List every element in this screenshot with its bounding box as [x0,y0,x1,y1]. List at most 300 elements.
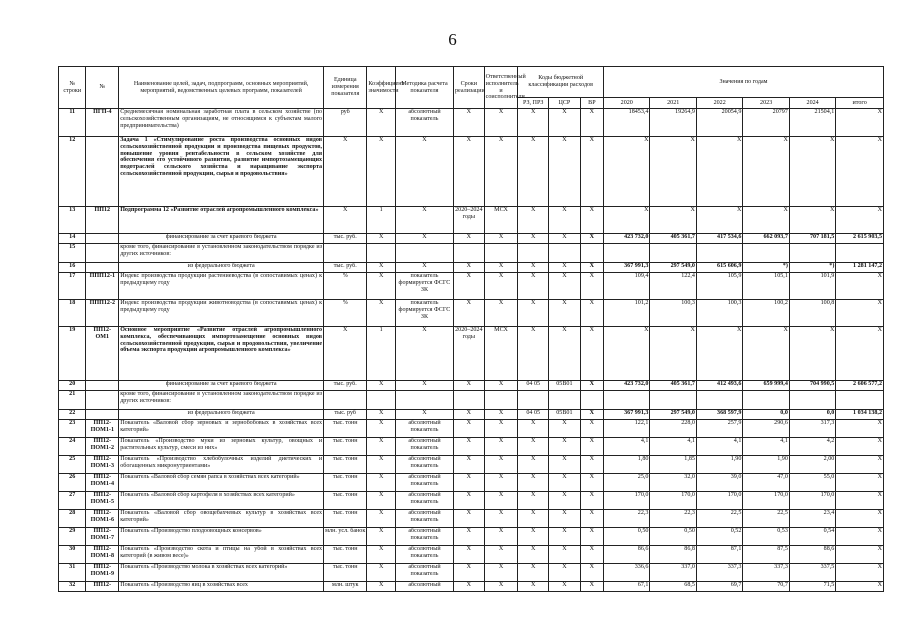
row-code: ПП12-ПОМ1-3 [86,456,119,474]
row-vr: X [580,582,603,592]
row-value-2022: 257,9 [696,420,742,438]
row-value-2024 [789,244,835,263]
row-number: 14 [59,234,86,244]
row-value-2024: 704 990,5 [789,381,835,391]
row-code: ПГП-4 [86,109,119,137]
header-csr: ЦСР [549,98,581,109]
row-value-2021: 4,1 [650,438,696,456]
row-coefficient: 1 [367,327,396,381]
row-csr: 05В01 [549,381,581,391]
row-method: абсолютный показатель [395,109,453,137]
row-responsible: X [484,474,518,492]
row-vr: X [580,137,603,207]
row-vr: X [580,546,603,564]
row-value-2020 [604,244,650,263]
row-coefficient: X [367,528,396,546]
row-unit: X [324,327,367,381]
row-vr: X [580,456,603,474]
row-responsible: X [484,234,518,244]
table-row [59,234,884,244]
row-responsible [484,391,518,410]
row-number: 26 [59,474,86,492]
table-row [59,420,884,438]
header-unit: Единица измерения показателя [324,67,367,109]
row-method [395,244,453,263]
row-code: ПП12-ПОМ1-8 [86,546,119,564]
row-method: абсолютный показатель [395,546,453,564]
row-responsible: X [484,546,518,564]
table-row [59,391,884,410]
row-value-2023: 4,1 [743,438,789,456]
row-responsible [484,244,518,263]
table-row [59,582,884,592]
row-responsible: X [484,564,518,582]
row-value-2020: 101,2 [604,300,650,327]
row-total: X [836,564,884,582]
row-unit: тыс. тонн [324,564,367,582]
row-coefficient [367,391,396,410]
row-value-2024: X [789,207,835,234]
row-value-2022: X [696,327,742,381]
table-row [59,137,884,207]
row-vr: X [580,300,603,327]
table-body [59,109,884,592]
row-value-2024: *) [789,263,835,273]
row-number: 30 [59,546,86,564]
row-name: Показатель «Производство плодоовощных консервов» [119,528,324,546]
row-name: Индекс производства продукции растениеводства (в сопоставимых ценах) к предыдущему году [119,273,324,300]
row-value-2020: 423 732,0 [604,234,650,244]
row-value-2021: 0,50 [650,528,696,546]
row-code [86,137,119,207]
row-rz: 04 05 [518,410,549,420]
row-number: 17 [59,273,86,300]
row-name: Индекс производства продукции животноводства (в сопоставимых ценах) к предыдущему году [119,300,324,327]
row-method: абсолютный показатель [395,456,453,474]
row-coefficient: X [367,234,396,244]
row-vr [580,391,603,410]
row-unit: % [324,273,367,300]
row-value-2023: 0,0 [743,410,789,420]
row-value-2020: 170,0 [604,492,650,510]
row-value-2024: X [789,327,835,381]
row-unit: тыс. тонн [324,474,367,492]
row-name: финансирование за счет краевого бюджета [119,381,324,391]
row-number: 23 [59,420,86,438]
row-name: Показатель «Производство яиц в хозяйствах всех [119,582,324,592]
row-total: X [836,137,884,207]
row-value-2023: 170,0 [743,492,789,510]
row-name: Основное мероприятие «Развитие отраслей агропромышленного комплекса, обеспечивающих импортозамещение основных видов сельскохозяйственной продукции, сырья и продовольствия, увеличение объема экспорта продукции агропромышленного комплекса» [119,327,324,381]
row-value-2020: X [604,207,650,234]
row-value-2020: X [604,137,650,207]
row-vr: X [580,564,603,582]
row-value-2024: 2,00 [789,456,835,474]
row-value-2020: 22,3 [604,510,650,528]
row-unit [324,244,367,263]
row-term: X [454,410,485,420]
row-responsible: МСХ [484,207,518,234]
header-year-2023: 2023 [743,98,789,109]
row-rz: X [518,456,549,474]
row-unit: тыс. тонн [324,510,367,528]
row-term: X [454,474,485,492]
row-value-2021: 100,3 [650,300,696,327]
row-csr: X [549,137,581,207]
header-row-number: № строки [59,67,86,109]
row-term: X [454,582,485,592]
table-row [59,492,884,510]
row-term: X [454,273,485,300]
row-rz: X [518,492,549,510]
row-unit: руб [324,109,367,137]
row-unit: млн. усл. банок [324,528,367,546]
row-value-2020: 109,4 [604,273,650,300]
row-rz: X [518,263,549,273]
row-rz: X [518,137,549,207]
row-value-2022: 69,7 [696,582,742,592]
row-value-2021: 297 549,0 [650,410,696,420]
row-total: X [836,438,884,456]
row-method: X [395,137,453,207]
row-term: X [454,438,485,456]
row-coefficient: X [367,510,396,528]
row-number: 28 [59,510,86,528]
row-term: 2020–2024 годы [454,327,485,381]
row-value-2021 [650,391,696,410]
header-year-2022: 2022 [696,98,742,109]
row-value-2022: X [696,137,742,207]
table-row [59,207,884,234]
row-value-2022: 170,0 [696,492,742,510]
row-value-2021: 405 361,7 [650,234,696,244]
row-vr: X [580,381,603,391]
row-number: 32 [59,582,86,592]
row-vr: X [580,327,603,381]
row-value-2021: 122,4 [650,273,696,300]
header-coefficient: Коэффициент значимости [367,67,396,109]
row-value-2024: 0,54 [789,528,835,546]
row-vr: X [580,273,603,300]
row-value-2024: 55,0 [789,474,835,492]
row-value-2022: 39,0 [696,474,742,492]
row-number: 27 [59,492,86,510]
row-vr [580,244,603,263]
row-term: X [454,234,485,244]
row-value-2022: 337,3 [696,564,742,582]
row-csr: X [549,528,581,546]
row-vr: X [580,492,603,510]
row-total: X [836,420,884,438]
row-unit: тыс. тонн [324,546,367,564]
row-coefficient: X [367,582,396,592]
row-rz: X [518,438,549,456]
row-name: Показатель «Производство скота и птицы на убой в хозяйствах всех категорий (в живом весе)» [119,546,324,564]
row-vr: X [580,438,603,456]
row-total: X [836,474,884,492]
row-term: X [454,420,485,438]
header-total: итого [836,98,884,109]
header-responsible: Ответственный исполнитель и соисполнители [484,67,518,109]
row-value-2023: 105,1 [743,273,789,300]
row-total: X [836,510,884,528]
header-values: Значения по годам [604,67,884,98]
row-value-2021: 86,8 [650,546,696,564]
row-coefficient: X [367,300,396,327]
row-name: Показатель «Валовой сбор семян рапса в хозяйствах всех категорий» [119,474,324,492]
row-number: 18 [59,300,86,327]
row-vr: X [580,207,603,234]
row-rz: X [518,564,549,582]
row-term: 2020–2024 годы [454,207,485,234]
row-rz: X [518,510,549,528]
row-rz: X [518,109,549,137]
row-name: из федерального бюджета [119,263,324,273]
row-responsible: X [484,300,518,327]
row-number: 29 [59,528,86,546]
header-name: Наименование целей, задач, подпрограмм, основных мероприятий, мероприятий, ведомственных целевых программ, показателей [119,67,324,109]
row-code: ПП12 [86,207,119,234]
row-vr: X [580,420,603,438]
row-number: 13 [59,207,86,234]
row-name: кроме того, финансирование в установленном законодательством порядке из других источников: [119,244,324,263]
row-name: Показатель «Валовой сбор зерновых и зернобобовых в хозяйствах всех категорий» [119,420,324,438]
row-name: кроме того, финансирование в установленном законодательством порядке из других источников: [119,391,324,410]
row-value-2023 [743,244,789,263]
row-value-2022 [696,244,742,263]
row-unit: % [324,300,367,327]
row-method: X [395,410,453,420]
table-row [59,410,884,420]
row-vr: X [580,109,603,137]
row-total: X [836,582,884,592]
row-responsible: X [484,420,518,438]
row-value-2023: 1,90 [743,456,789,474]
row-value-2023: 0,53 [743,528,789,546]
row-value-2022: 0,52 [696,528,742,546]
row-term [454,244,485,263]
row-csr: X [549,510,581,528]
row-value-2022: 1,90 [696,456,742,474]
row-vr: X [580,510,603,528]
row-coefficient: X [367,474,396,492]
row-code: ПП12-ОМ1 [86,327,119,381]
row-value-2021: X [650,137,696,207]
row-value-2022 [696,391,742,410]
header-budget-codes: Коды бюджетной классификации расходов [518,67,604,98]
row-code: ПП12-ПОМ1-9 [86,564,119,582]
row-coefficient: X [367,263,396,273]
row-value-2022: 87,1 [696,546,742,564]
row-responsible: X [484,528,518,546]
row-responsible: X [484,510,518,528]
row-method: абсолютный показатель [395,528,453,546]
row-responsible: X [484,492,518,510]
header-vr: ВР [580,98,603,109]
row-responsible: X [484,273,518,300]
row-csr: X [549,300,581,327]
row-rz: X [518,528,549,546]
row-value-2020: 367 991,3 [604,410,650,420]
row-number: 19 [59,327,86,381]
row-value-2024: 21504,1 [789,109,835,137]
row-csr: X [549,109,581,137]
row-name: Задача 1 «Стимулирование роста производства основных видов сельскохозяйственной продукции и производства пищевых продуктов, повышение уровня рентабельности в сельском хозяйстве для обеспечения его устойчивого развития, развитие импортозамещающих подотраслей сельского хозяйства и наращивание экспорта сельскохозяйственной продукции, сырья и продовольствия» [119,137,324,207]
row-responsible: X [484,381,518,391]
row-vr: X [580,528,603,546]
row-csr: X [549,273,581,300]
row-total: X [836,492,884,510]
row-method: абсолютный показатель [395,438,453,456]
row-csr [549,391,581,410]
row-number: 16 [59,263,86,273]
row-method: X [395,207,453,234]
row-coefficient: X [367,546,396,564]
table-row [59,327,884,381]
row-responsible: X [484,438,518,456]
row-code [86,410,119,420]
row-term: X [454,456,485,474]
row-rz: X [518,582,549,592]
row-responsible: X [484,582,518,592]
row-rz [518,391,549,410]
row-unit: X [324,137,367,207]
row-term: X [454,137,485,207]
row-total [836,244,884,263]
row-rz: X [518,327,549,381]
row-code [86,244,119,263]
row-number: 11 [59,109,86,137]
row-rz: X [518,207,549,234]
row-coefficient: X [367,456,396,474]
row-number: 25 [59,456,86,474]
row-code [86,381,119,391]
row-csr: X [549,546,581,564]
row-responsible: X [484,137,518,207]
row-term: X [454,528,485,546]
row-term: X [454,263,485,273]
row-code: ПП12-ПОМ1-6 [86,510,119,528]
table-row [59,273,884,300]
row-total: 1 281 147,2 [836,263,884,273]
row-coefficient: 1 [367,207,396,234]
table-row [59,109,884,137]
row-value-2024: 23,4 [789,510,835,528]
row-value-2021: 337,0 [650,564,696,582]
row-value-2020: 25,0 [604,474,650,492]
row-csr: X [549,474,581,492]
row-name: Подпрограмма 12 «Развитие отраслей агропромышленного комплекса» [119,207,324,234]
row-csr: X [549,234,581,244]
row-value-2021: 22,3 [650,510,696,528]
row-value-2024: 88,6 [789,546,835,564]
row-rz: X [518,546,549,564]
table-row [59,381,884,391]
row-value-2024: 0,0 [789,410,835,420]
row-method: X [395,234,453,244]
row-value-2021: 170,0 [650,492,696,510]
row-value-2020: 18453,4 [604,109,650,137]
row-value-2024: 101,9 [789,273,835,300]
row-value-2024: 100,8 [789,300,835,327]
row-vr: X [580,474,603,492]
row-term: X [454,300,485,327]
row-value-2021: 19264,9 [650,109,696,137]
row-coefficient: X [367,381,396,391]
row-value-2023: X [743,137,789,207]
row-total: X [836,327,884,381]
row-unit: тыс. руб. [324,381,367,391]
row-code: ПП12-ПОМ1-7 [86,528,119,546]
row-value-2023: 20797 [743,109,789,137]
row-vr: X [580,410,603,420]
row-rz [518,244,549,263]
row-value-2022: 412 493,6 [696,381,742,391]
row-value-2022: 4,1 [696,438,742,456]
row-code: ПП12-ПОМ1-5 [86,492,119,510]
row-value-2020: 367 991,3 [604,263,650,273]
row-total [836,391,884,410]
row-value-2020: 122,1 [604,420,650,438]
row-responsible: X [484,109,518,137]
row-csr: X [549,582,581,592]
row-term: X [454,564,485,582]
table-row [59,438,884,456]
row-code: ПП12-ПОМ1-2 [86,438,119,456]
row-total: X [836,273,884,300]
row-value-2021: X [650,207,696,234]
table-row [59,510,884,528]
row-unit [324,391,367,410]
row-method [395,391,453,410]
row-coefficient: X [367,420,396,438]
row-unit: тыс. тонн [324,420,367,438]
header-term: Сроки реализации [454,67,485,109]
row-code: ПП12- [86,582,119,592]
row-rz: X [518,420,549,438]
table-row [59,456,884,474]
indicators-table [58,66,884,592]
row-value-2024 [789,391,835,410]
row-total: X [836,109,884,137]
row-name: Показатель «Валовой сбор овощебахчевых культур в хозяйствах всех категорий» [119,510,324,528]
table-row [59,546,884,564]
row-total: X [836,207,884,234]
row-value-2023: 337,3 [743,564,789,582]
row-value-2021: 228,0 [650,420,696,438]
row-total: X [836,546,884,564]
row-method: абсолютный показатель [395,510,453,528]
row-method: X [395,263,453,273]
row-value-2022: 417 534,6 [696,234,742,244]
row-value-2023 [743,391,789,410]
row-unit: X [324,207,367,234]
row-name: финансирование за счет краевого бюджета [119,234,324,244]
row-value-2020: 0,50 [604,528,650,546]
row-number: 20 [59,381,86,391]
row-value-2022: X [696,207,742,234]
header-rz: РЗ, ПРЗ [518,98,549,109]
row-coefficient: X [367,137,396,207]
row-term: X [454,381,485,391]
row-name: Показатель «Производство муки из зерновых культур, овощных и растительных культур, смеси из них» [119,438,324,456]
row-csr: X [549,207,581,234]
row-name: Среднемесячная номинальная заработная плата в сельском хозяйстве (по сельскохозяйственным организациям, не относящимся к субъектам малого предпринимательства) [119,109,324,137]
row-method: показатель формируется ФСГС ЗК [395,273,453,300]
row-rz: X [518,474,549,492]
row-value-2021: 1,85 [650,456,696,474]
row-value-2020: 86,6 [604,546,650,564]
